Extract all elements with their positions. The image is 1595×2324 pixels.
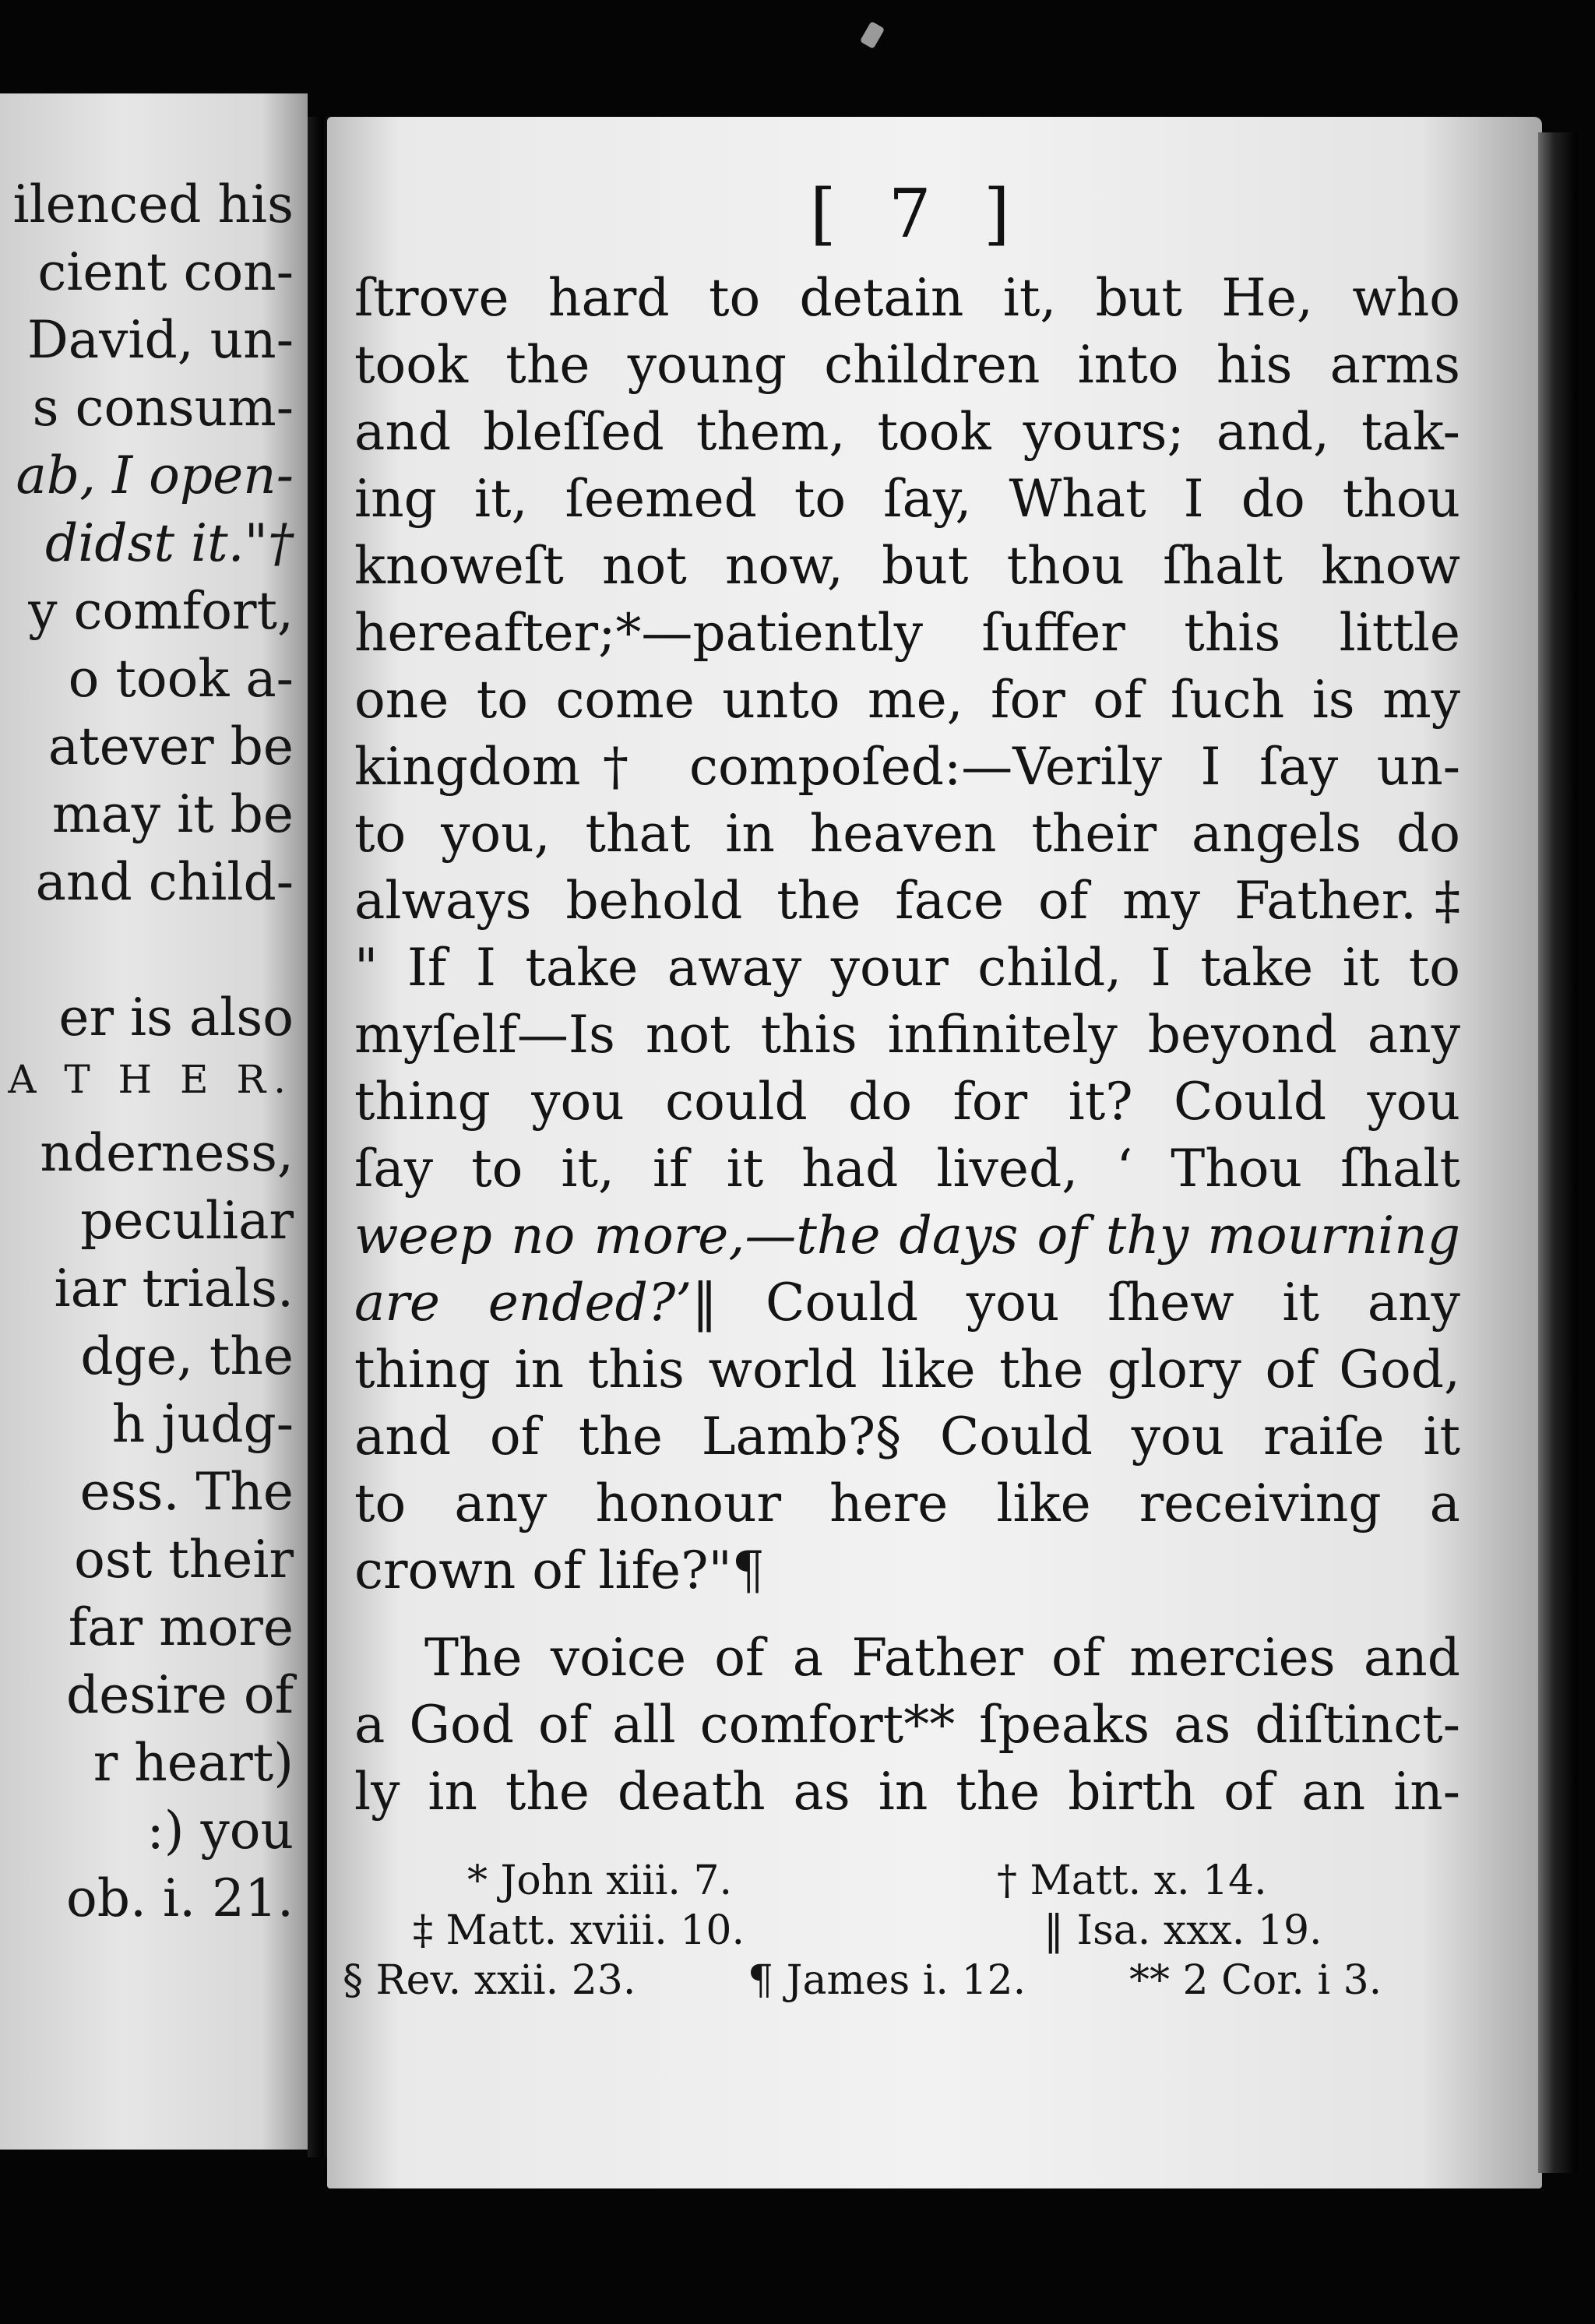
body-line: myſelf—Is not this infinitely beyond any [354, 1005, 1460, 1065]
left-page-line: A T H E R. [8, 1057, 294, 1102]
left-page-line: er is also [58, 988, 294, 1048]
body-line: ing it, ſeemed to ſay, What I do thou [354, 469, 1460, 529]
footnote: ¶ James i. 12. [748, 1957, 1026, 2004]
left-facing-page [0, 93, 308, 2150]
left-page-line: ab, I open- [16, 445, 294, 505]
body-line: always behold the face of my Father.‡ [354, 871, 1460, 931]
footnote: § Rev. xxii. 23. [343, 1957, 636, 2004]
page-edge [1538, 132, 1577, 2173]
body-line: The voice of a Father of mercies and [424, 1628, 1460, 1688]
body-line: ſtrove hard to detain it, but He, who [354, 268, 1460, 328]
left-page-line: cient con- [37, 242, 294, 302]
left-page-line: far more [68, 1597, 294, 1657]
left-page-line: ilenced his [12, 174, 294, 234]
left-page-line: o took a- [68, 649, 294, 709]
body-line: and bleſſed them, took yours; and, tak- [354, 402, 1460, 462]
body-line: a God of all comfort** ſpeaks as diſtinct- [354, 1695, 1460, 1755]
body-line: kingdom† compoſed:—Verily I ſay un- [354, 737, 1460, 797]
left-page-line: peculiar [80, 1191, 294, 1251]
footnotes [343, 1857, 1449, 2007]
italic-span: are ended?’ [354, 1273, 692, 1333]
footnote: ‡ Matt. xviii. 10. [413, 1907, 745, 1954]
left-page-line: may it be [51, 784, 294, 844]
left-page-line: dge, the [80, 1326, 294, 1386]
left-page-line: iar trials. [54, 1259, 294, 1319]
body-line [354, 1269, 1460, 1336]
body-line: hereafter;*—patiently ſuffer this little [354, 603, 1460, 663]
body-line: took the young children into his arms [354, 335, 1460, 395]
body-line: ſay to it, if it had lived, ‘ Thou ſhalt [354, 1139, 1460, 1199]
left-page-line: r heart) [93, 1733, 294, 1793]
left-page-line: ob. i. 21. [66, 1868, 294, 1928]
left-page-line: y comfort, [28, 581, 294, 641]
body-line: to any honour here like receiving a [354, 1474, 1460, 1533]
body-line: thing you could do for it? Could you [354, 1072, 1460, 1132]
body-line: and of the Lamb?§ Could you raiſe it [354, 1407, 1460, 1467]
footnote: * John xiii. 7. [467, 1857, 733, 1904]
body-line: crown of life?"¶ [354, 1541, 765, 1600]
body-line: thing in this world like the glory of God, [354, 1340, 1460, 1400]
body-line: " If I take away your child, I take it to [354, 938, 1460, 998]
left-page-line: didst it."† [45, 513, 294, 573]
left-page-line: desire of [65, 1665, 294, 1725]
left-page-line: ess. The [79, 1462, 294, 1522]
body-text [354, 265, 1460, 1826]
body-line: knoweſt not now, but thou ſhalt know [354, 536, 1460, 596]
left-page-line: :) you [146, 1801, 294, 1861]
body-line: weep no more,—the days of thy mourning [354, 1206, 1460, 1266]
scan-speck [860, 21, 885, 49]
footnote: † Matt. x. 14. [997, 1857, 1267, 1904]
left-page-line: nderness, [40, 1123, 294, 1183]
left-page-line: David, un- [26, 310, 294, 370]
left-page-line: ost their [74, 1530, 294, 1590]
left-page-line: h judg- [111, 1394, 294, 1454]
page-number: [ 7 ] [810, 175, 1026, 253]
footnote: ‖ Isa. xxx. 19. [1044, 1907, 1322, 1954]
left-page-line: and child- [35, 852, 294, 912]
body-line: one to come unto me, for of ſuch is my [354, 670, 1460, 730]
left-page-line: s consum- [32, 378, 294, 438]
footnote-row [343, 1957, 1449, 2007]
body-line: ly in the death as in the birth of an in- [354, 1762, 1460, 1822]
footnote: ** 2 Cor. i 3. [1129, 1957, 1382, 2004]
footnote-row [343, 1907, 1449, 1957]
body-line: to you, that in heaven their angels do [354, 804, 1460, 864]
footnote-row [343, 1857, 1449, 1907]
left-page-line: atever be [48, 717, 294, 776]
text-span: ‖ Could you ſhew it any [692, 1273, 1460, 1333]
